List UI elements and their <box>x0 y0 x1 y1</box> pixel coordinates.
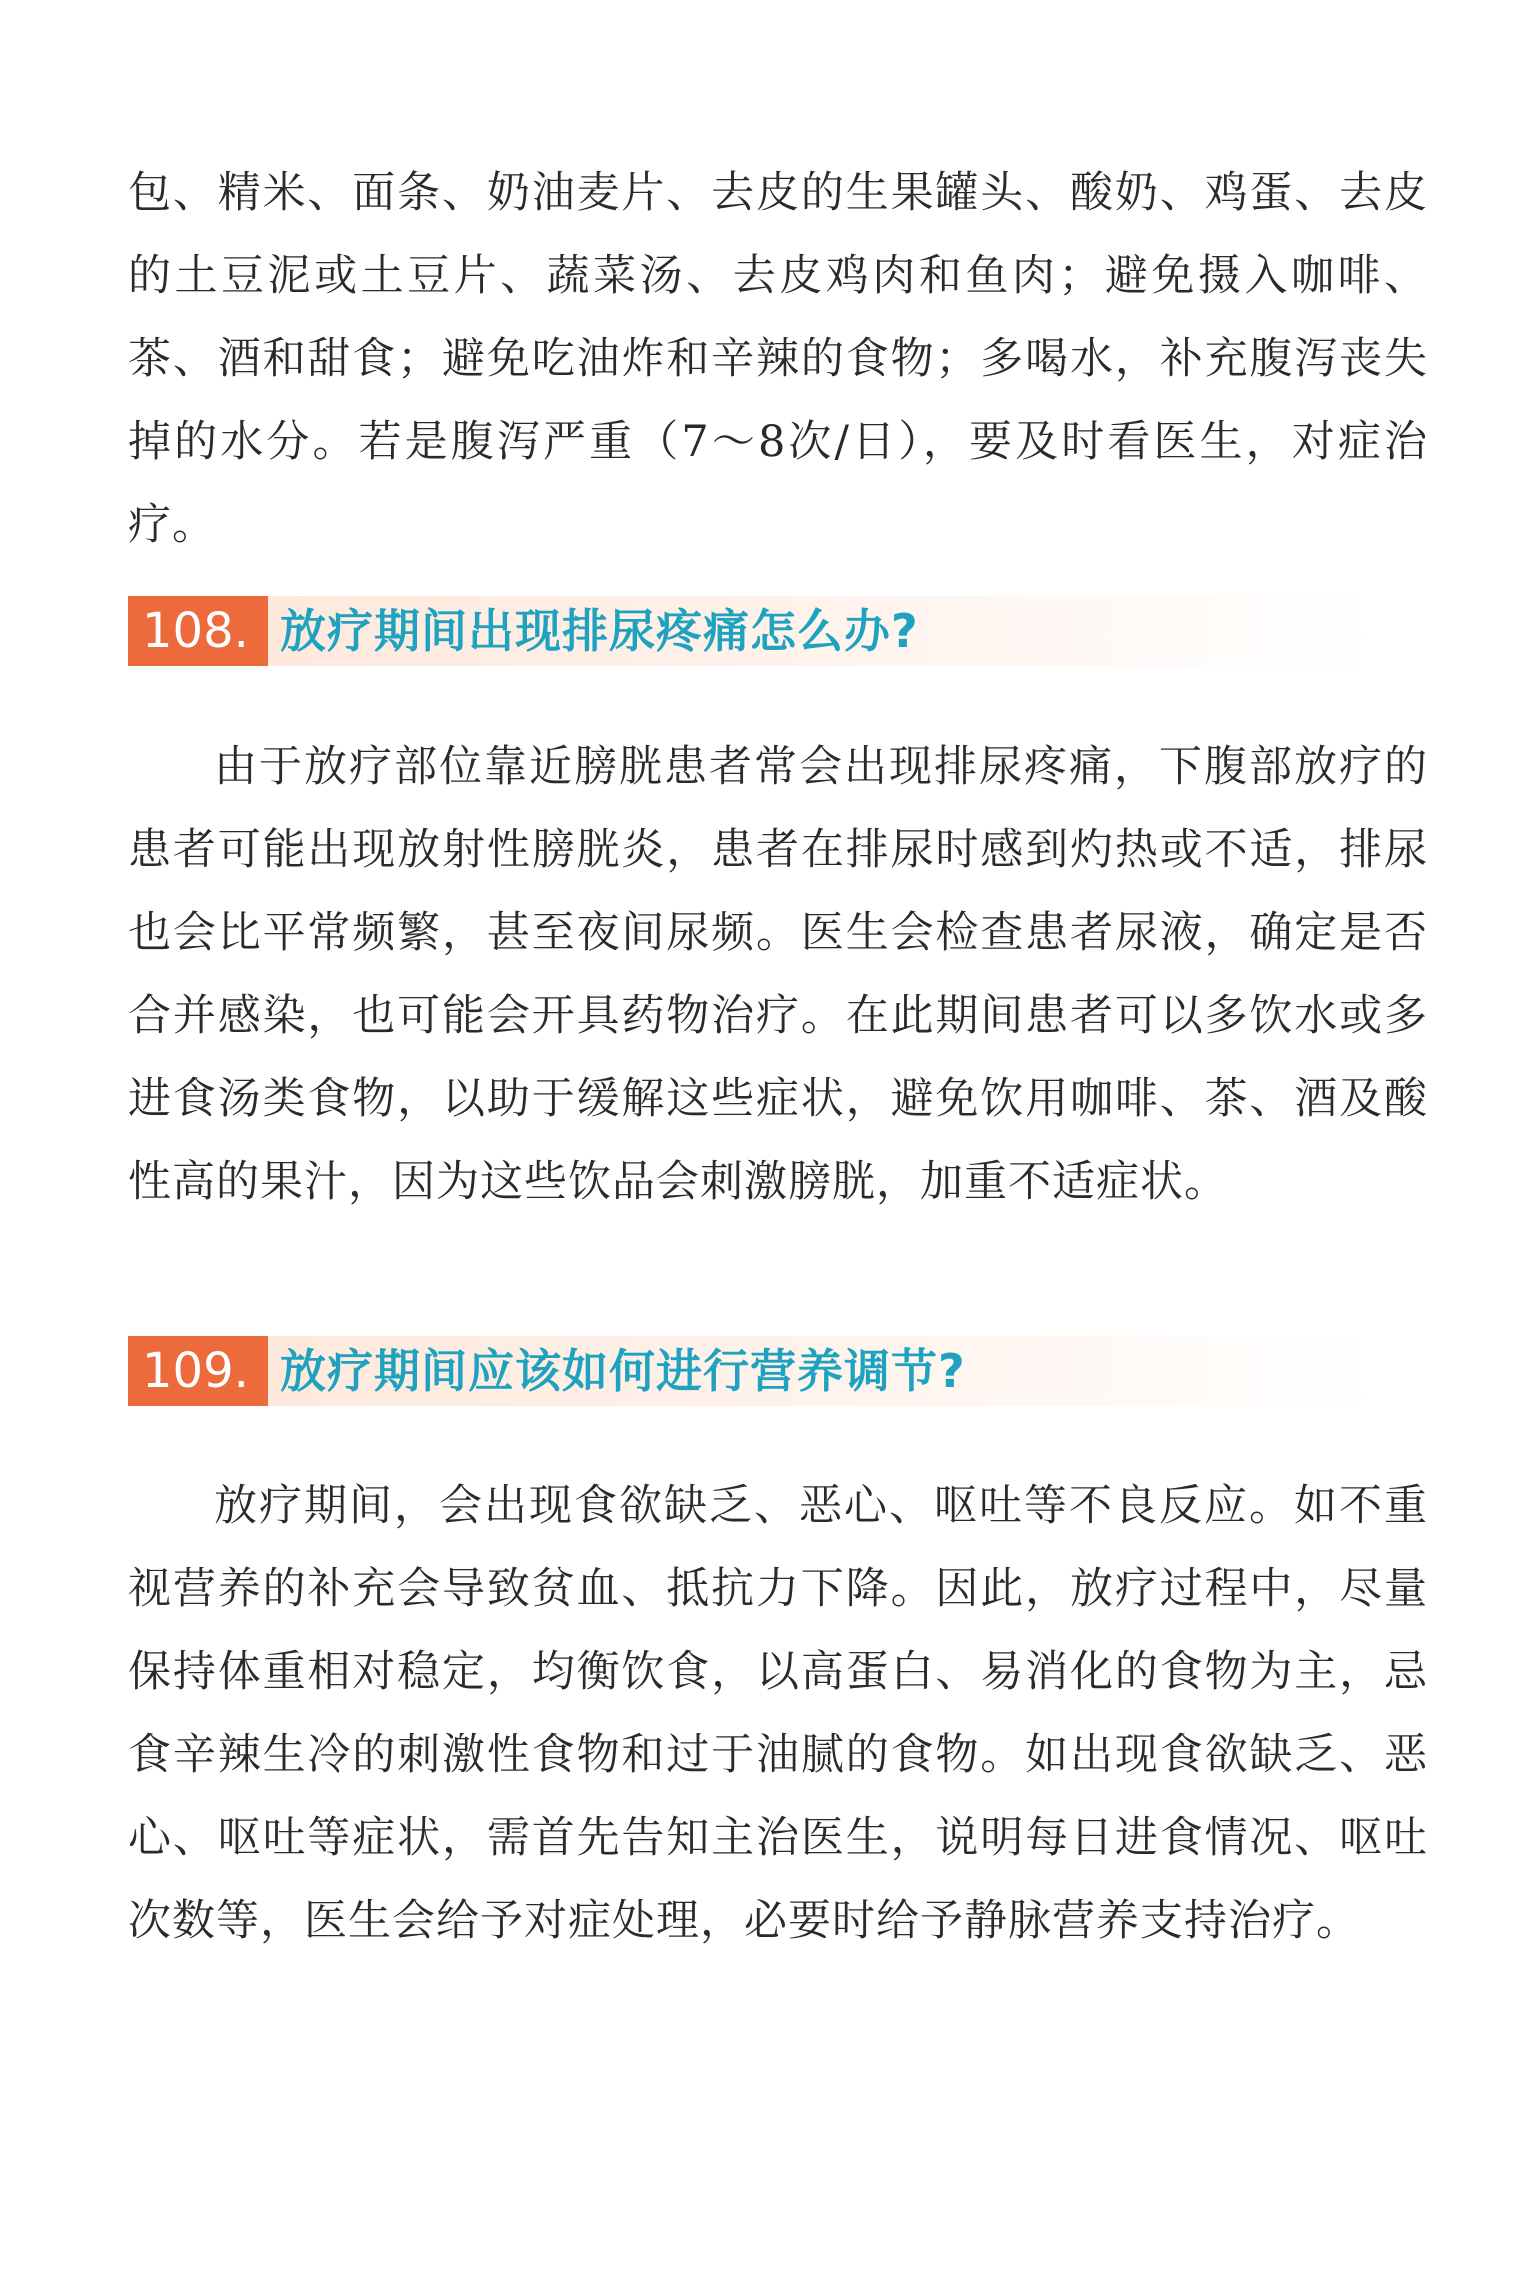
paragraph-urination-pain: 由于放疗部位靠近膀胱患者常会出现排尿疼痛，下腹部放疗的患者可能出现放射性膀胱炎，患者在排尿时感到灼热或不适，排尿也会比平常频繁，甚至夜间尿频。医生会检查患者尿液，确定是否合并感染，也可能会开具药物治疗。在此期间患者可以多饮水或多进食汤类食物，以助于缓解这些症状，避免饮用咖啡、茶、酒及酸性高的果汁，因为这些饮品会刺激膀胱，加重不适症状。 <box>128 742 1428 1207</box>
section-heading-109 <box>128 1336 1378 1406</box>
section-heading-108 <box>128 596 1378 666</box>
paragraph-nutrition: 放疗期间，会出现食欲缺乏、恶心、呕吐等不良反应。如不重视营养的补充会导致贫血、抵抗力下降。因此，放疗过程中，尽量保持体重相对稳定，均衡饮食，以高蛋白、易消化的食物为主，忌食辛辣生冷的刺激性食物和过于油腻的食物。如出现食欲缺乏、恶心、呕吐等症状，需首先告知主治医生，说明每日进食情况、呕吐次数等，医生会给予对症处理，必要时给予静脉营养支持治疗。 <box>128 1481 1428 1946</box>
section-title: 放疗期间出现排尿疼痛怎么办? <box>280 604 919 658</box>
section-number: 108. <box>128 596 268 666</box>
section-number: 109. <box>128 1336 268 1406</box>
section-title: 放疗期间应该如何进行营养调节? <box>280 1344 966 1398</box>
paragraph-diarrhea-diet: 包、精米、面条、奶油麦片、去皮的生果罐头、酸奶、鸡蛋、去皮的土豆泥或土豆片、蔬菜汤、去皮鸡肉和鱼肉；避免摄入咖啡、茶、酒和甜食；避免吃油炸和辛辣的食物；多喝水，补充腹泻丧失掉的水分。若是腹泻严重（7～8次/日），要及时看医生，对症治疗。 <box>128 168 1428 550</box>
